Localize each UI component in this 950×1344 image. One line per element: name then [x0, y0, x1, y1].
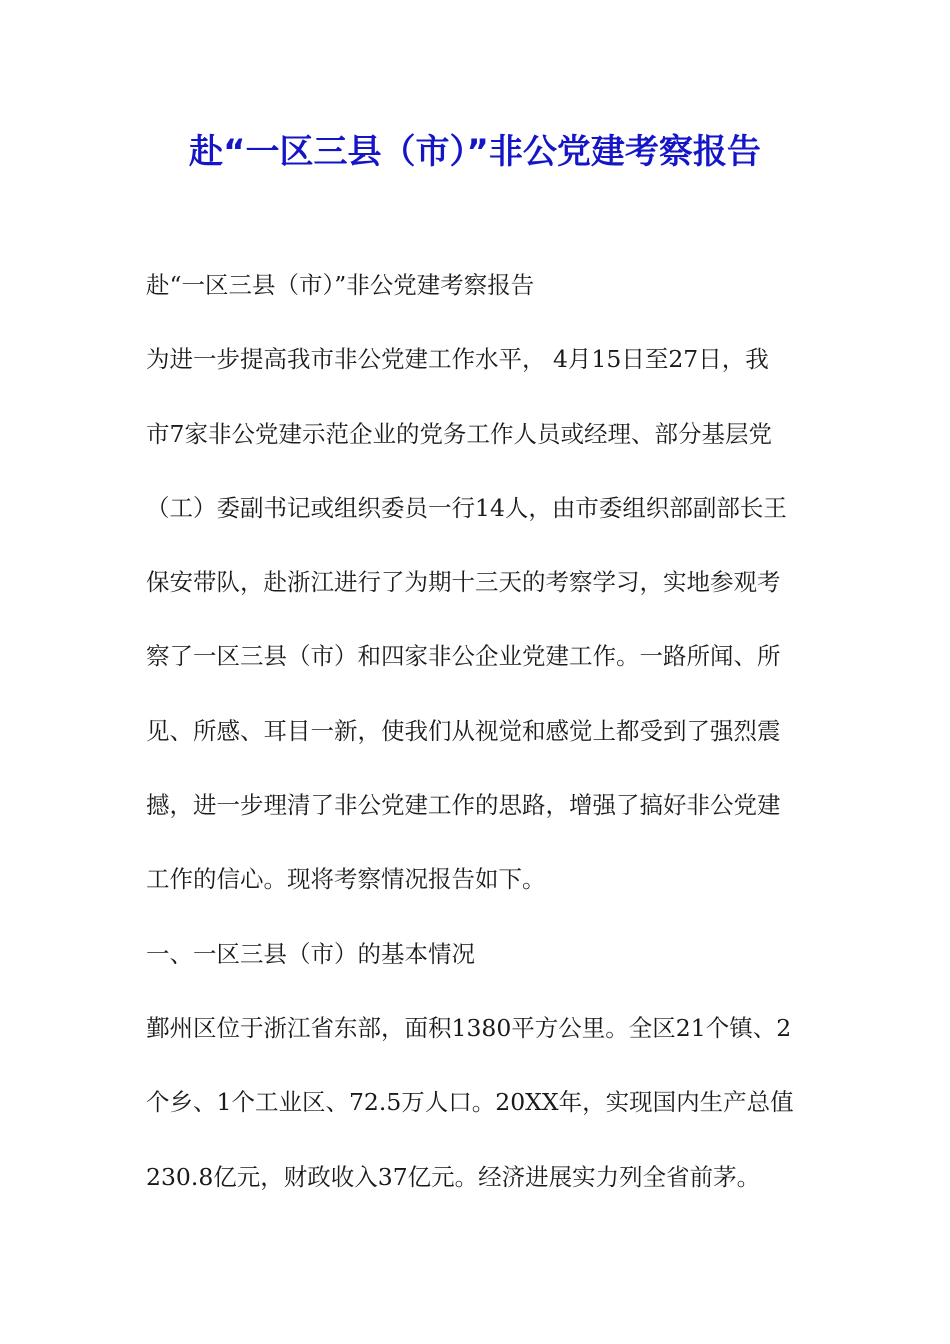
- paragraph-line: 工作的信心。现将考察情况报告如下。: [146, 865, 546, 894]
- paragraph-line: 保安带队，赴浙江进行了为期十三天的考察学习，实地参观考: [146, 568, 781, 597]
- paragraph-line: 为进一步提高我市非公党建工作水平， 4月15日至27日，我: [146, 345, 769, 374]
- subtitle-line: 赴“一区三县（市）”非公党建考察报告: [146, 271, 535, 299]
- paragraph-line: 撼，进一步理清了非公党建工作的思路，增强了搞好非公党建: [146, 791, 781, 820]
- paragraph-line: 鄞州区位于浙江省东部，面积1380平方公里。全区21个镇、2: [146, 1013, 792, 1042]
- document-body: [146, 269, 808, 1235]
- paragraph-line: 市7家非公党建示范企业的党务工作人员或经理、部分基层党: [146, 419, 772, 448]
- paragraph-line: 个乡、1个工业区、72.5万人口。20XX年，实现国内生产总值: [146, 1088, 794, 1117]
- paragraph-line: 见、所感、耳目一新，使我们从视觉和感觉上都受到了强烈震: [146, 716, 781, 745]
- paragraph-line: 230.8亿元，财政收入37亿元。经济进展实力列全省前茅。: [146, 1162, 761, 1191]
- paragraph-line: 察了一区三县（市）和四家非公企业党建工作。一路所闻、所: [146, 642, 781, 671]
- document-title: 赴“一区三县（市）”非公党建考察报告: [189, 132, 761, 172]
- section-heading: 一、一区三县（市）的基本情况: [146, 939, 475, 968]
- paragraph-line: （工）委副书记或组织委员一行14人，由市委组织部副部长王: [146, 493, 787, 522]
